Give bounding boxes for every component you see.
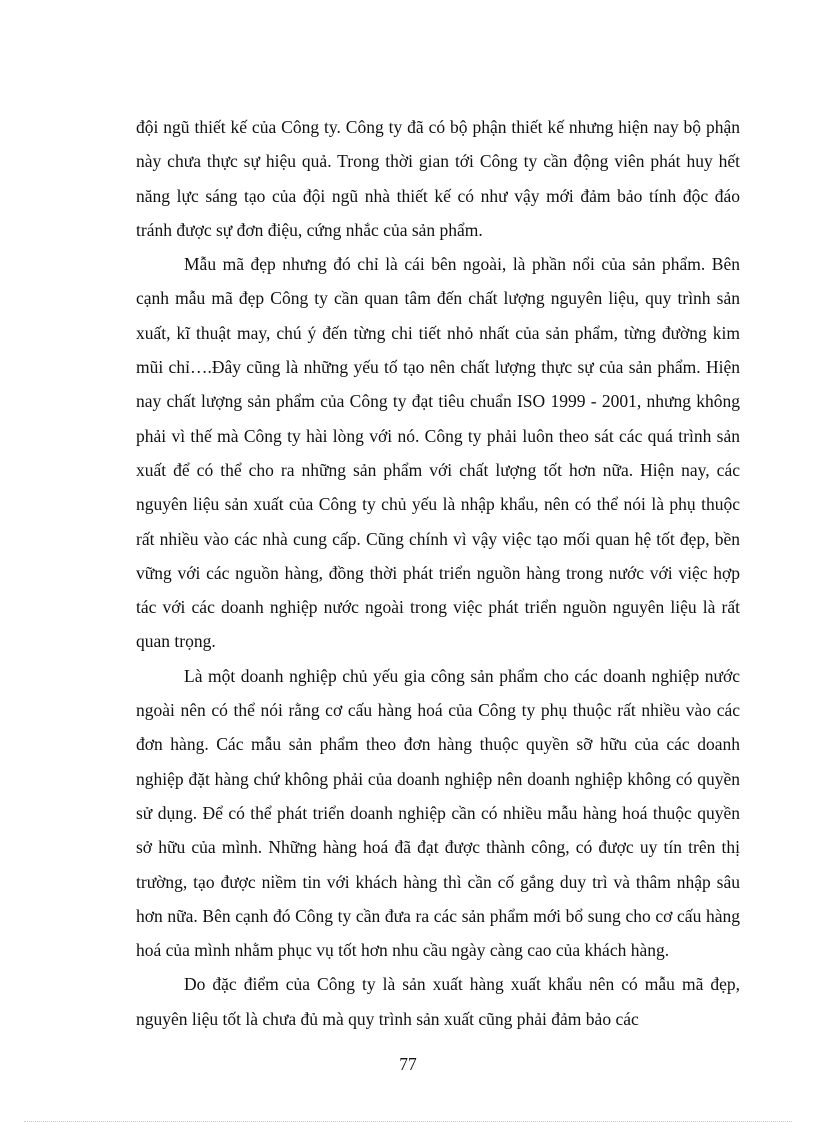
paragraph-4: Do đặc điểm của Công ty là sản xuất hàng xuất khẩu nên có mẫu mã đẹp, nguyên liệu tốt là chưa đủ mà quy trình sản xuất cũng phải đảm bảo các: [136, 974, 740, 1029]
body-text: [136, 110, 740, 1036]
page-number: 77: [399, 1054, 417, 1074]
paragraph-3: Là một doanh nghiệp chủ yếu gia công sản phẩm cho các doanh nghiệp nước ngoài nên có thể nói rằng cơ cấu hàng hoá của Công ty phụ thuộc rất nhiều vào các đơn hàng. Các mẫu sản phẩm theo đơn hàng thuộc quyền sỡ hữu của các doanh nghiệp đặt hàng chứ không phải của doanh nghiệp nên doanh nghiệp không có quyền sử dụng. Để có thể phát triển doanh nghiệp cần có nhiều mẫu hàng hoá thuộc quyền sở hữu của mình. Những hàng hoá đã đạt được thành công, có được uy tín trên thị trường, tạo được niềm tin với khách hàng thì cần cố gắng duy trì và thâm nhập sâu hơn nữa. Bên cạnh đó Công ty cần đưa ra các sản phẩm mới bổ sung cho cơ cấu hàng hoá của mình nhằm phục vụ tốt hơn nhu cầu ngày càng cao của khách hàng.: [136, 665, 740, 961]
page-bottom-divider: [24, 1121, 792, 1122]
paragraph-1: đội ngũ thiết kế của Công ty. Công ty đã có bộ phận thiết kế nhưng hiện nay bộ phận này chưa thực sự hiệu quả. Trong thời gian tới Công ty cần động viên phát huy hết năng lực sáng tạo của đội ngũ nhà thiết kế có như vậy mới đảm bảo tính độc đáo tránh được sự đơn điệu, cứng nhắc của sản phẩm.: [136, 117, 740, 240]
paragraph-2: Mẫu mã đẹp nhưng đó chỉ là cái bên ngoài, là phần nổi của sản phẩm. Bên cạnh mẫu mã đẹp Công ty cần quan tâm đến chất lượng nguyên liệu, quy trình sản xuất, kĩ thuật may, chú ý đến từng chi tiết nhỏ nhất của sản phẩm, từng đường kim mũi chỉ….Đây cũng là những yếu tố tạo nên chất lượng thực sự của sản phẩm. Hiện nay chất lượng sản phẩm của Công ty đạt tiêu chuẩn ISO 1999 - 2001, nhưng không phải vì thế mà Công ty hài lòng với nó. Công ty phải luôn theo sát các quá trình sản xuất để có thể cho ra những sản phẩm với chất lượng tốt hơn nữa. Hiện nay, các nguyên liệu sản xuất của Công ty chủ yếu là nhập khẩu, nên có thể nói là phụ thuộc rất nhiều vào các nhà cung cấp. Cũng chính vì vậy việc tạo mối quan hệ tốt đẹp, bền vững với các nguồn hàng, đồng thời phát triển nguồn hàng trong nước với việc hợp tác với các doanh nghiệp nước ngoài trong việc phát triển nguồn nguyên liệu là rất quan trọng.: [136, 254, 740, 652]
